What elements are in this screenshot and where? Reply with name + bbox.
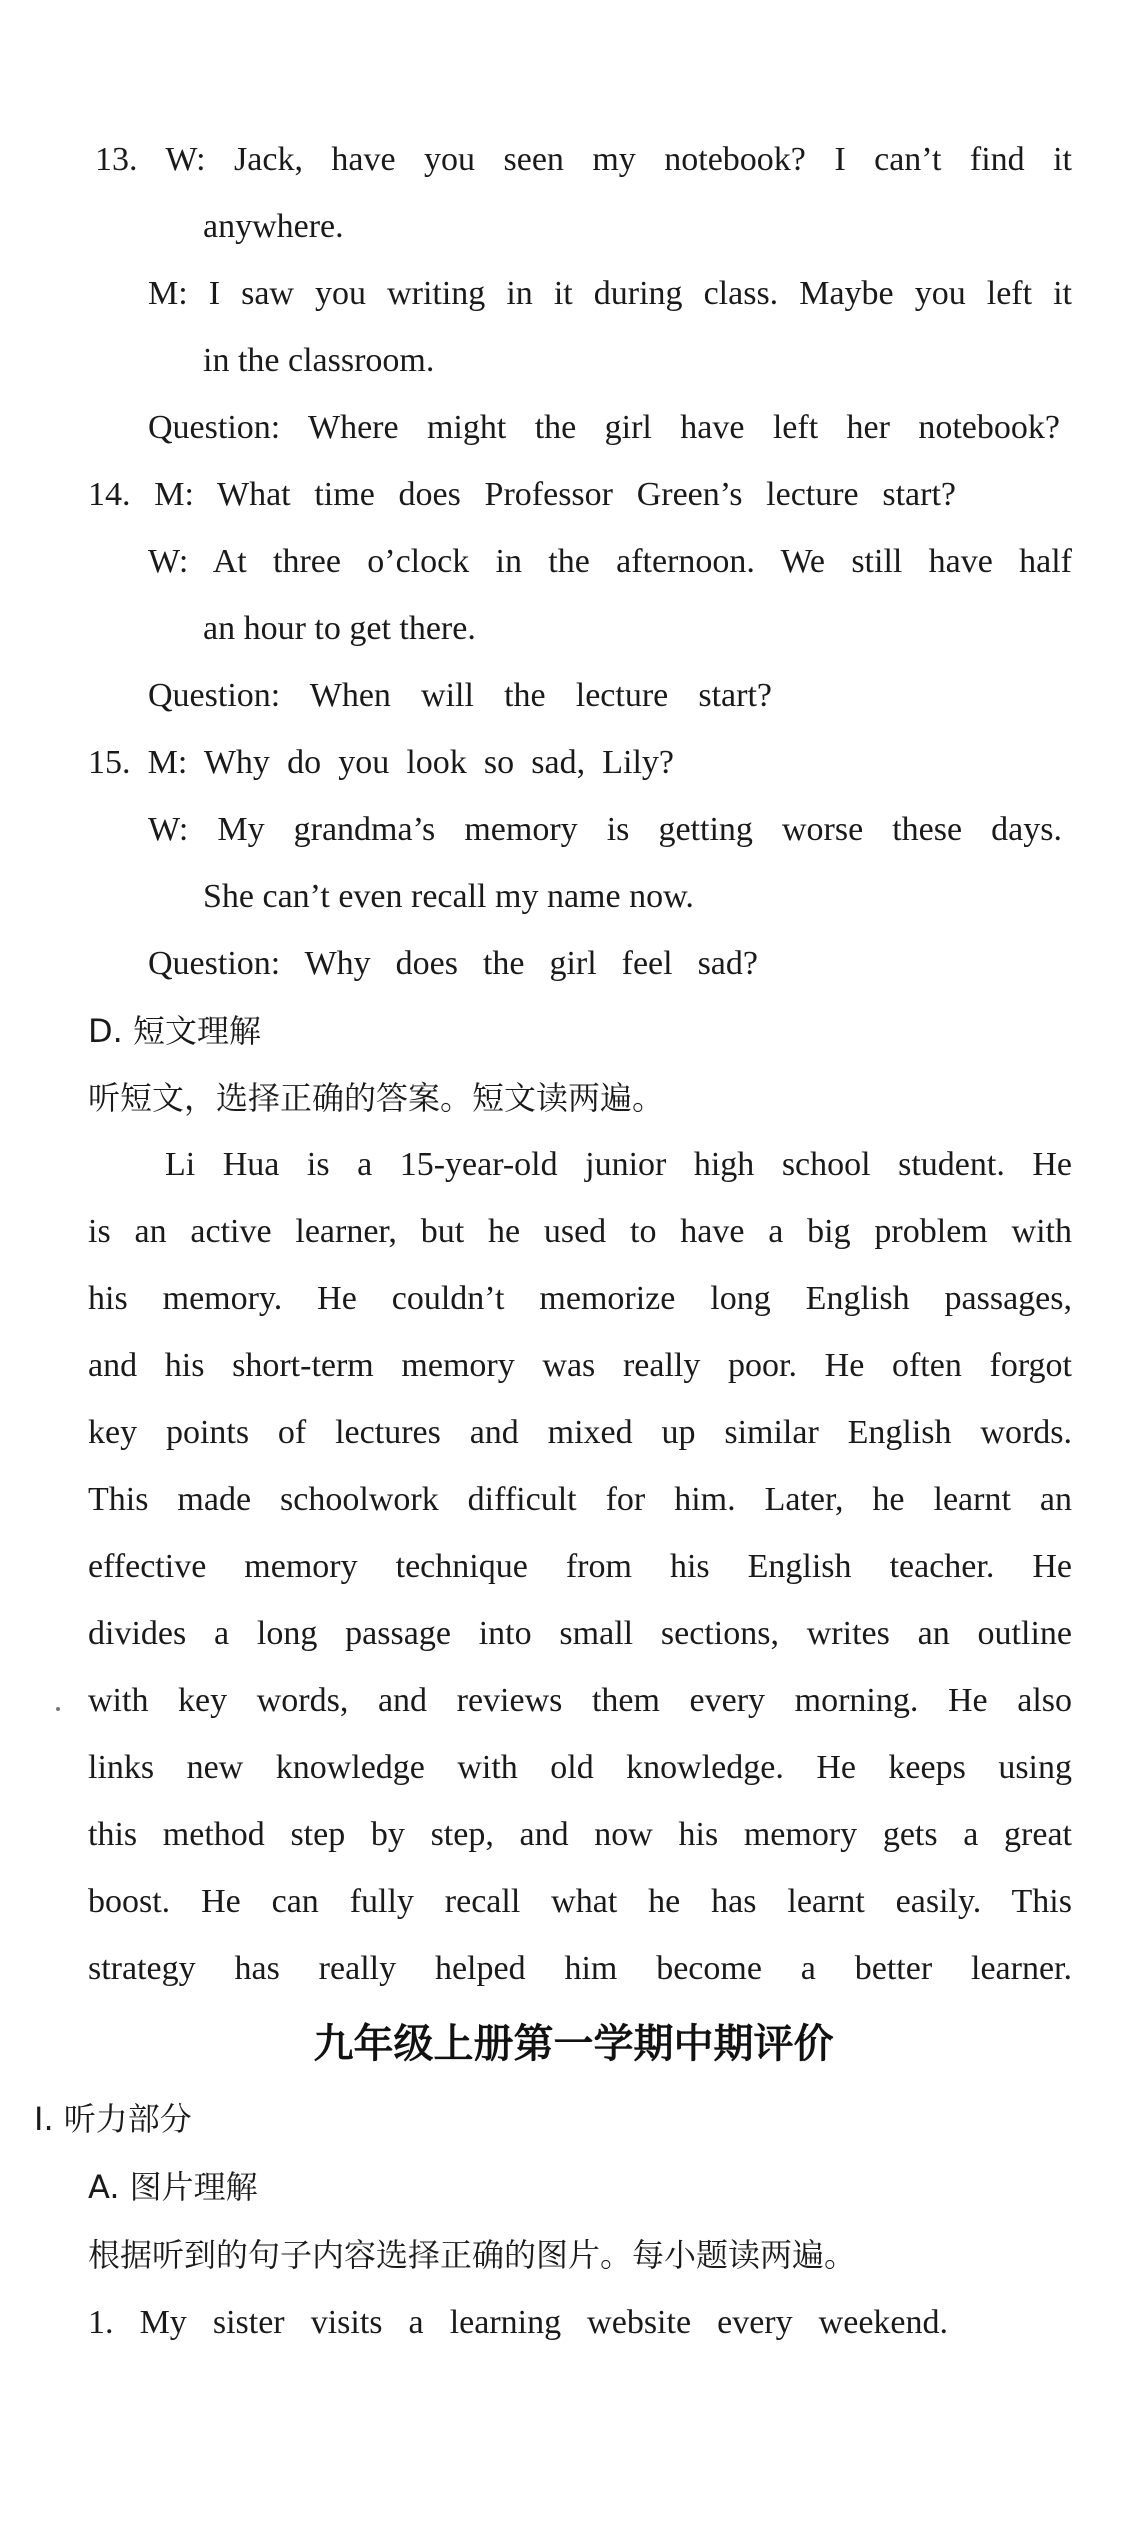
passage-line: with key words, and reviews them every morning. He also [88, 1682, 1072, 1719]
section-a-instruction: 根据听到的句子内容选择正确的图片。每小题读两遍。 [88, 2236, 857, 2274]
q13-woman-line-cont: anywhere. [203, 208, 344, 245]
q14-question: Question: When will the lecture start? [148, 677, 772, 714]
passage-line: and his short-term memory was really poor. He often forgot [88, 1347, 1072, 1384]
scan-speck [56, 1707, 60, 1711]
passage-line: This made schoolwork difficult for him. Later, he learnt an [88, 1481, 1072, 1518]
q15-woman-line-cont: She can’t even recall my name now. [203, 878, 694, 915]
part1-title: Ⅰ. 听力部分 [34, 2100, 192, 2138]
q13-man-line: M: I saw you writing in it during class. Maybe you left it [148, 275, 1072, 312]
q14-woman-line: W: At three o’clock in the afternoon. We still have half [148, 543, 1072, 580]
passage-line: is an active learner, but he used to have a big problem with [88, 1213, 1072, 1250]
q15-woman-line: W: My grandma’s memory is getting worse these days. [148, 811, 1062, 848]
passage-line: links new knowledge with old knowledge. He keeps using [88, 1749, 1072, 1786]
q14-woman-line-cont: an hour to get there. [203, 610, 476, 647]
passage-line: this method step by step, and now his memory gets a great [88, 1816, 1072, 1853]
q15-question: Question: Why does the girl feel sad? [148, 945, 758, 982]
q15-man-line: 15. M: Why do you look so sad, Lily? [88, 744, 674, 781]
q14-man-line: 14. M: What time does Professor Green’s lecture start? [88, 476, 956, 513]
section-d-title: D. 短文理解 [88, 1012, 261, 1050]
q13-man-line-cont: in the classroom. [203, 342, 435, 379]
passage-line: divides a long passage into small sections, writes an outline [88, 1615, 1072, 1652]
q13-question: Question: Where might the girl have left her notebook? [148, 409, 1060, 446]
q13-woman-line: 13. W: Jack, have you seen my notebook? I can’t find it [95, 141, 1072, 178]
passage-line: strategy has really helped him become a better learner. [88, 1950, 1072, 1987]
section-a-title: A. 图片理解 [88, 2168, 258, 2206]
passage-line: Li Hua is a 15-year-old junior high school student. He [165, 1146, 1072, 1183]
passage-line: effective memory technique from his English teacher. He [88, 1548, 1072, 1585]
exam-title: 九年级上册第一学期中期评价 [313, 2021, 834, 2067]
passage-line: his memory. He couldn’t memorize long English passages, [88, 1280, 1072, 1317]
section-d-instruction: 听短文，选择正确的答案。短文读两遍。 [88, 1079, 665, 1117]
item-1: 1. My sister visits a learning website every weekend. [88, 2304, 948, 2341]
passage-line: boost. He can fully recall what he has learnt easily. This [88, 1883, 1072, 1920]
passage-line: key points of lectures and mixed up similar English words. [88, 1414, 1072, 1451]
